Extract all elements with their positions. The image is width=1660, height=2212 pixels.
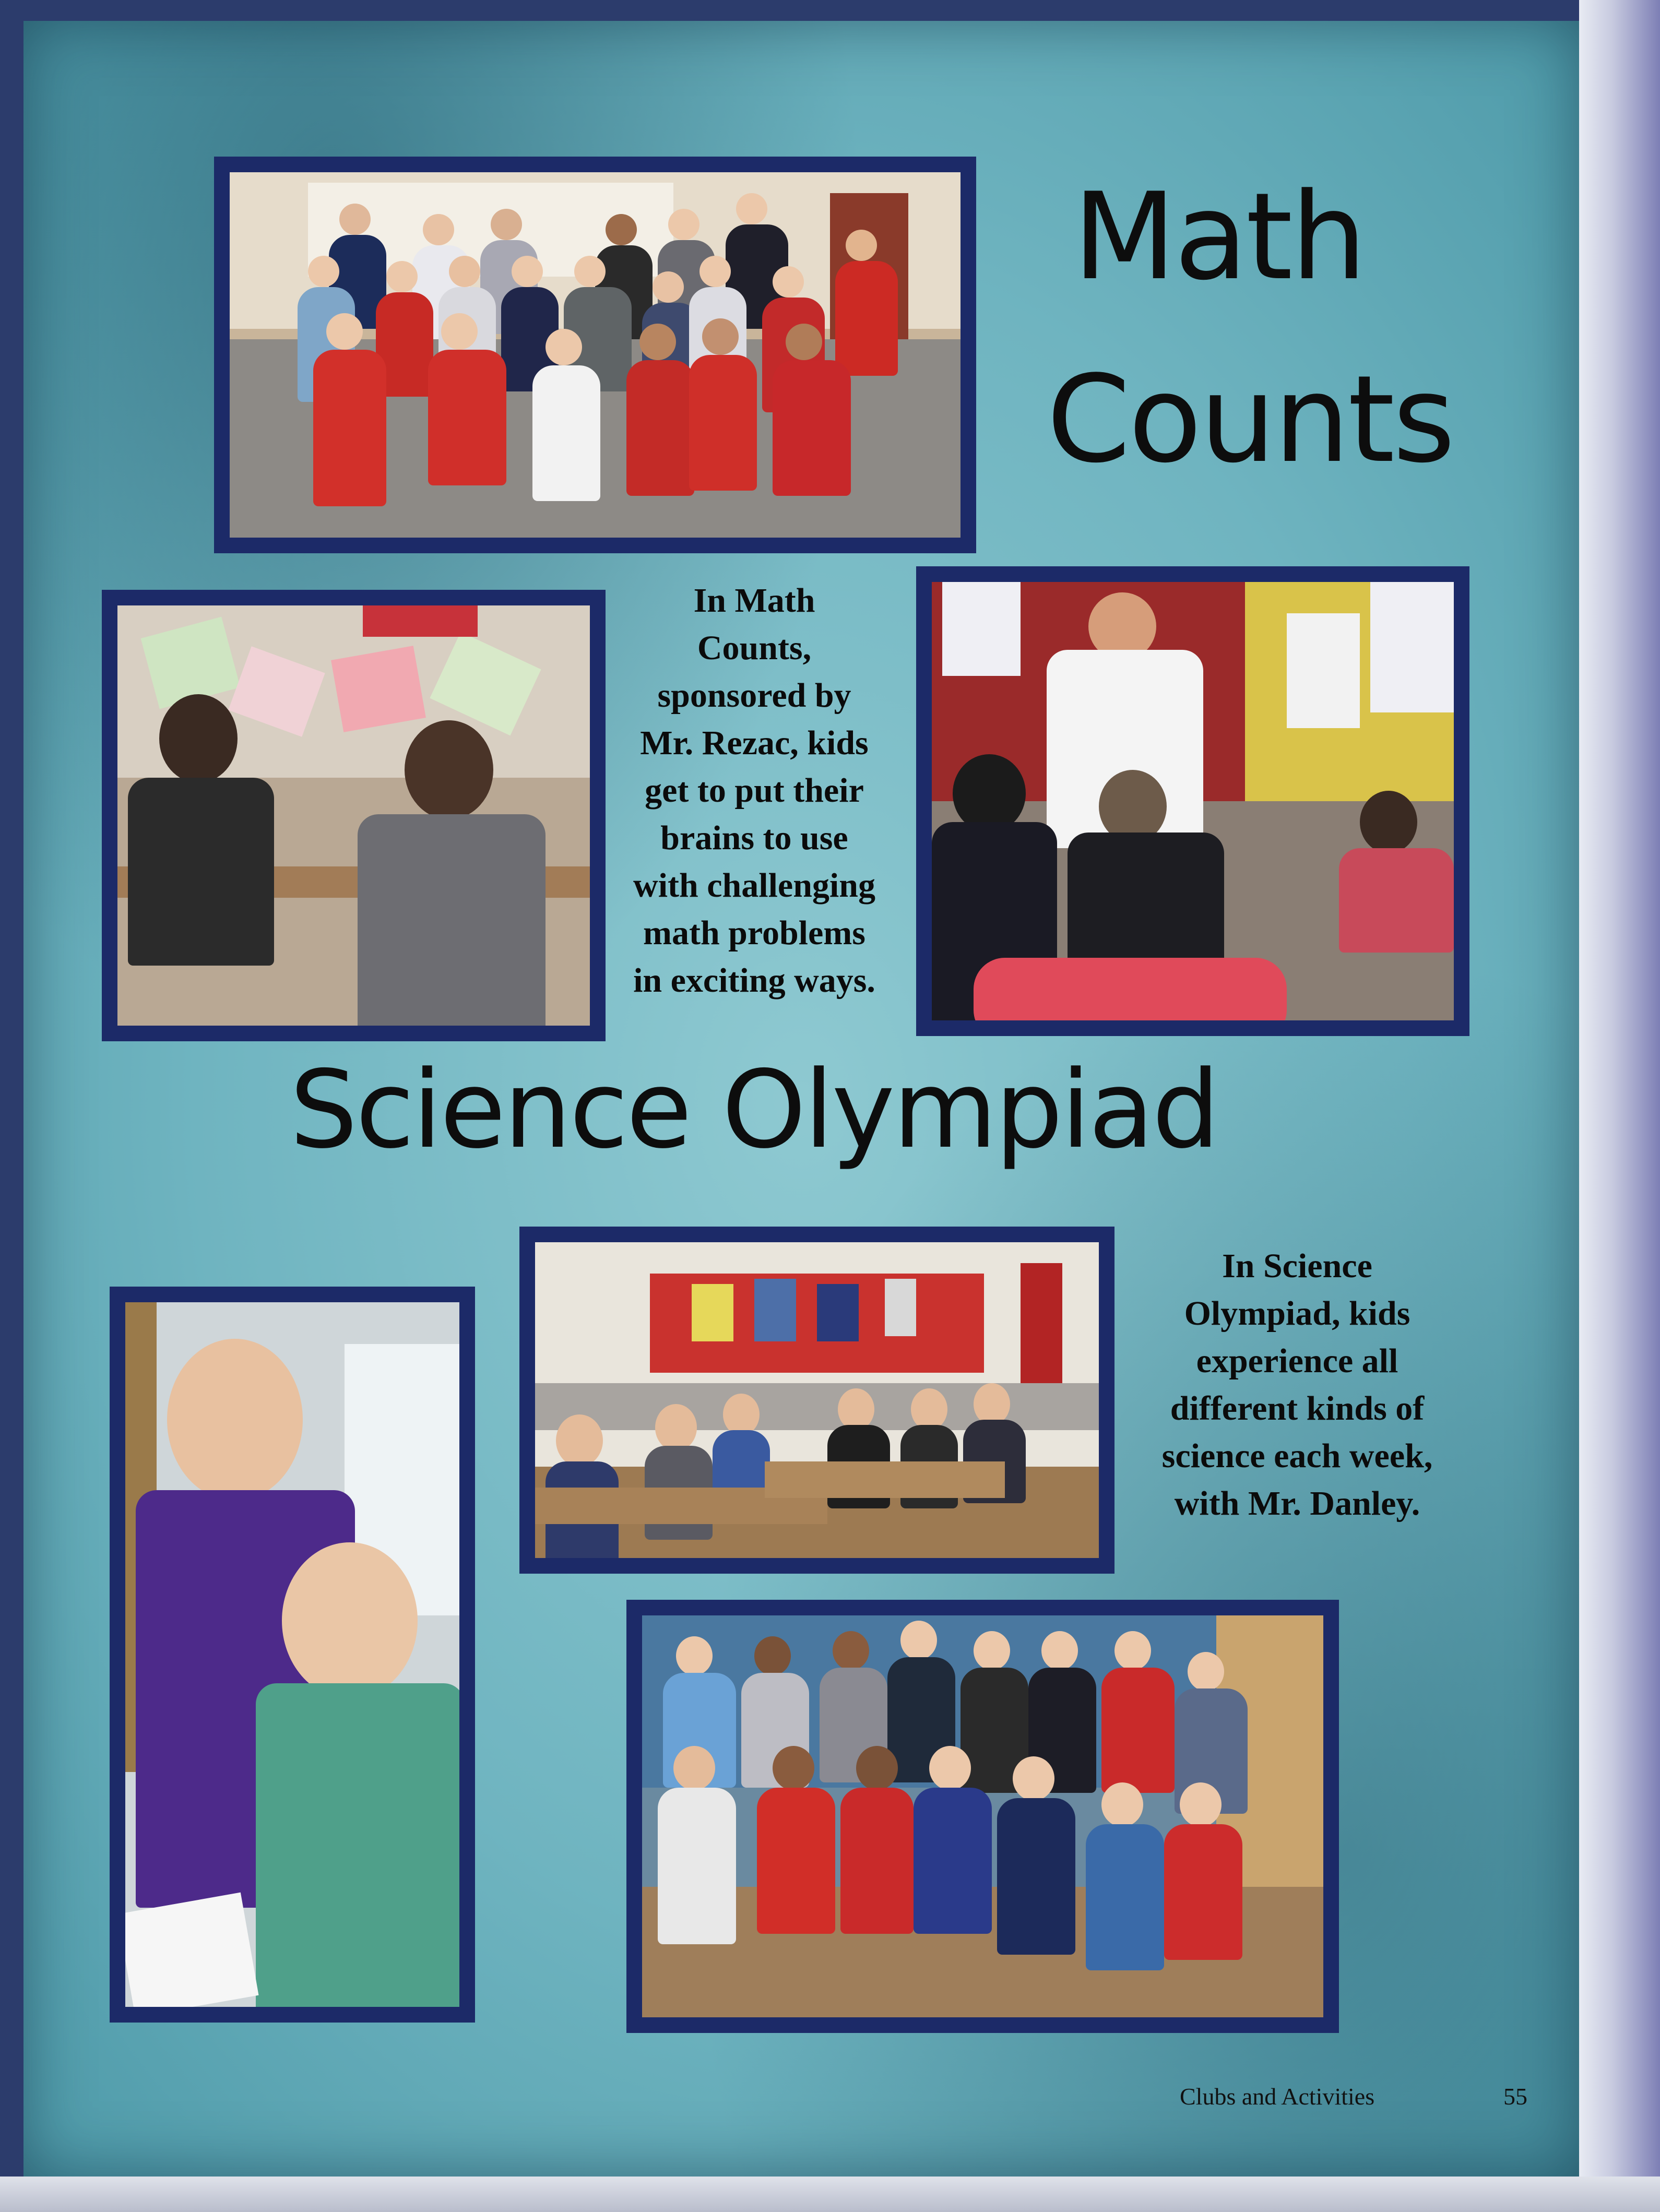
math-counts-group-photo (214, 157, 976, 553)
caption-line: sponsored by (657, 676, 851, 715)
footer-page-number: 55 (1503, 2083, 1527, 2110)
caption-line: different kinds of (1170, 1389, 1425, 1428)
math-counts-table-photo (102, 590, 606, 1041)
caption-line: math problems (643, 914, 865, 952)
math-counts-heading-line1: Math (1073, 168, 1365, 307)
caption-line: Mr. Rezac, kids (640, 724, 869, 762)
caption-line: get to put their (645, 771, 864, 810)
caption-line: brains to use (660, 819, 848, 857)
footer-section-label: Clubs and Activities (1180, 2083, 1375, 2110)
math-counts-teacher-photo (916, 566, 1469, 1036)
science-olympiad-group-photo (626, 1600, 1339, 2033)
yearbook-page (23, 21, 1579, 2177)
caption-line: In Science (1222, 1247, 1372, 1285)
science-olympiad-classroom-photo (519, 1227, 1114, 1574)
caption-line: Olympiad, kids (1184, 1294, 1410, 1333)
caption-line: experience all (1196, 1342, 1398, 1380)
caption-line: Counts, (697, 629, 812, 667)
science-olympiad-girls-photo (110, 1287, 475, 2023)
caption-line: with Mr. Danley. (1174, 1484, 1420, 1523)
science-olympiad-heading: Science Olympiad (290, 1048, 1218, 1172)
caption-line: in exciting ways. (633, 961, 875, 1000)
page-bottom-edge (0, 2177, 1660, 2212)
math-counts-caption (598, 577, 911, 1004)
science-olympiad-caption (1114, 1242, 1480, 1527)
math-counts-heading-line2: Counts (1047, 350, 1453, 490)
caption-line: with challenging (633, 866, 875, 905)
page-edge (1579, 0, 1660, 2212)
caption-line: In Math (693, 581, 815, 620)
caption-line: science each week, (1161, 1437, 1433, 1475)
